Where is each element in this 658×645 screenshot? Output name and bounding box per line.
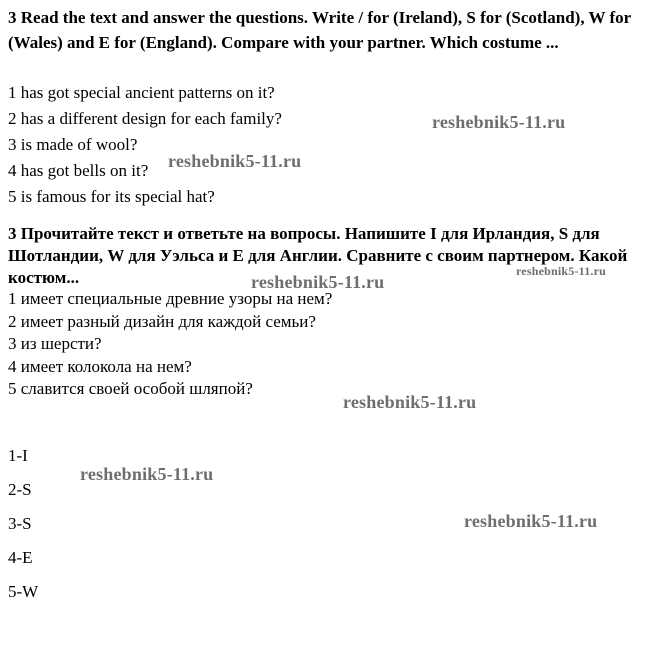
answers-list: [8, 443, 38, 613]
task-instruction-english: 3 Read the text and answer the questions. Write / for (Ireland), S for (Scotland), W for (Wales) and E for (England). Compare with your partner. Which costume ...: [8, 8, 631, 52]
answer-1: 1-I: [8, 446, 28, 465]
question-en-4: 4 has got bells on it?: [8, 161, 149, 180]
questions-english-list: [8, 80, 282, 210]
question-en-1: 1 has got special ancient patterns on it?: [8, 83, 275, 102]
question-ru-5: 5 славится своей особой шляпой?: [8, 379, 253, 398]
question-ru-4: 4 имеет колокола на нем?: [8, 356, 192, 376]
questions-russian-list: [8, 288, 332, 401]
answer-2: 2-S: [8, 480, 32, 499]
answer-3: 3-S: [8, 514, 32, 533]
watermark: reshebnik5-11.ru: [464, 511, 598, 531]
answer-5: 5-W: [8, 582, 39, 601]
watermark: reshebnik5-11.ru: [168, 151, 302, 171]
question-en-5: 5 is famous for its special hat?: [8, 187, 215, 206]
question-ru-3: 3 из шерсти?: [8, 334, 102, 353]
watermark: reshebnik5-11.ru: [251, 272, 385, 292]
question-en-3: 3 is made of wool?: [8, 135, 138, 154]
question-ru-2: 2 имеет разный дизайн для каждой семьи?: [8, 311, 316, 331]
answer-4: 4-E: [8, 548, 33, 567]
watermark: reshebnik5-11.ru: [432, 112, 566, 132]
task-instruction-russian: 3 Прочитайте текст и ответьте на вопросы. Напишите I для Ирландия, S для Шотландии, W для Уэльса и E для Англии. Сравните с своим партнером. Какой костюм...: [8, 224, 628, 287]
question-en-2: 2 has a different design for each family?: [8, 109, 282, 128]
watermark: reshebnik5-11.ru: [516, 264, 606, 278]
watermark: reshebnik5-11.ru: [343, 392, 477, 412]
question-ru-1: 1 имеет специальные древние узоры на нем?: [8, 289, 333, 308]
watermark: reshebnik5-11.ru: [80, 464, 214, 484]
